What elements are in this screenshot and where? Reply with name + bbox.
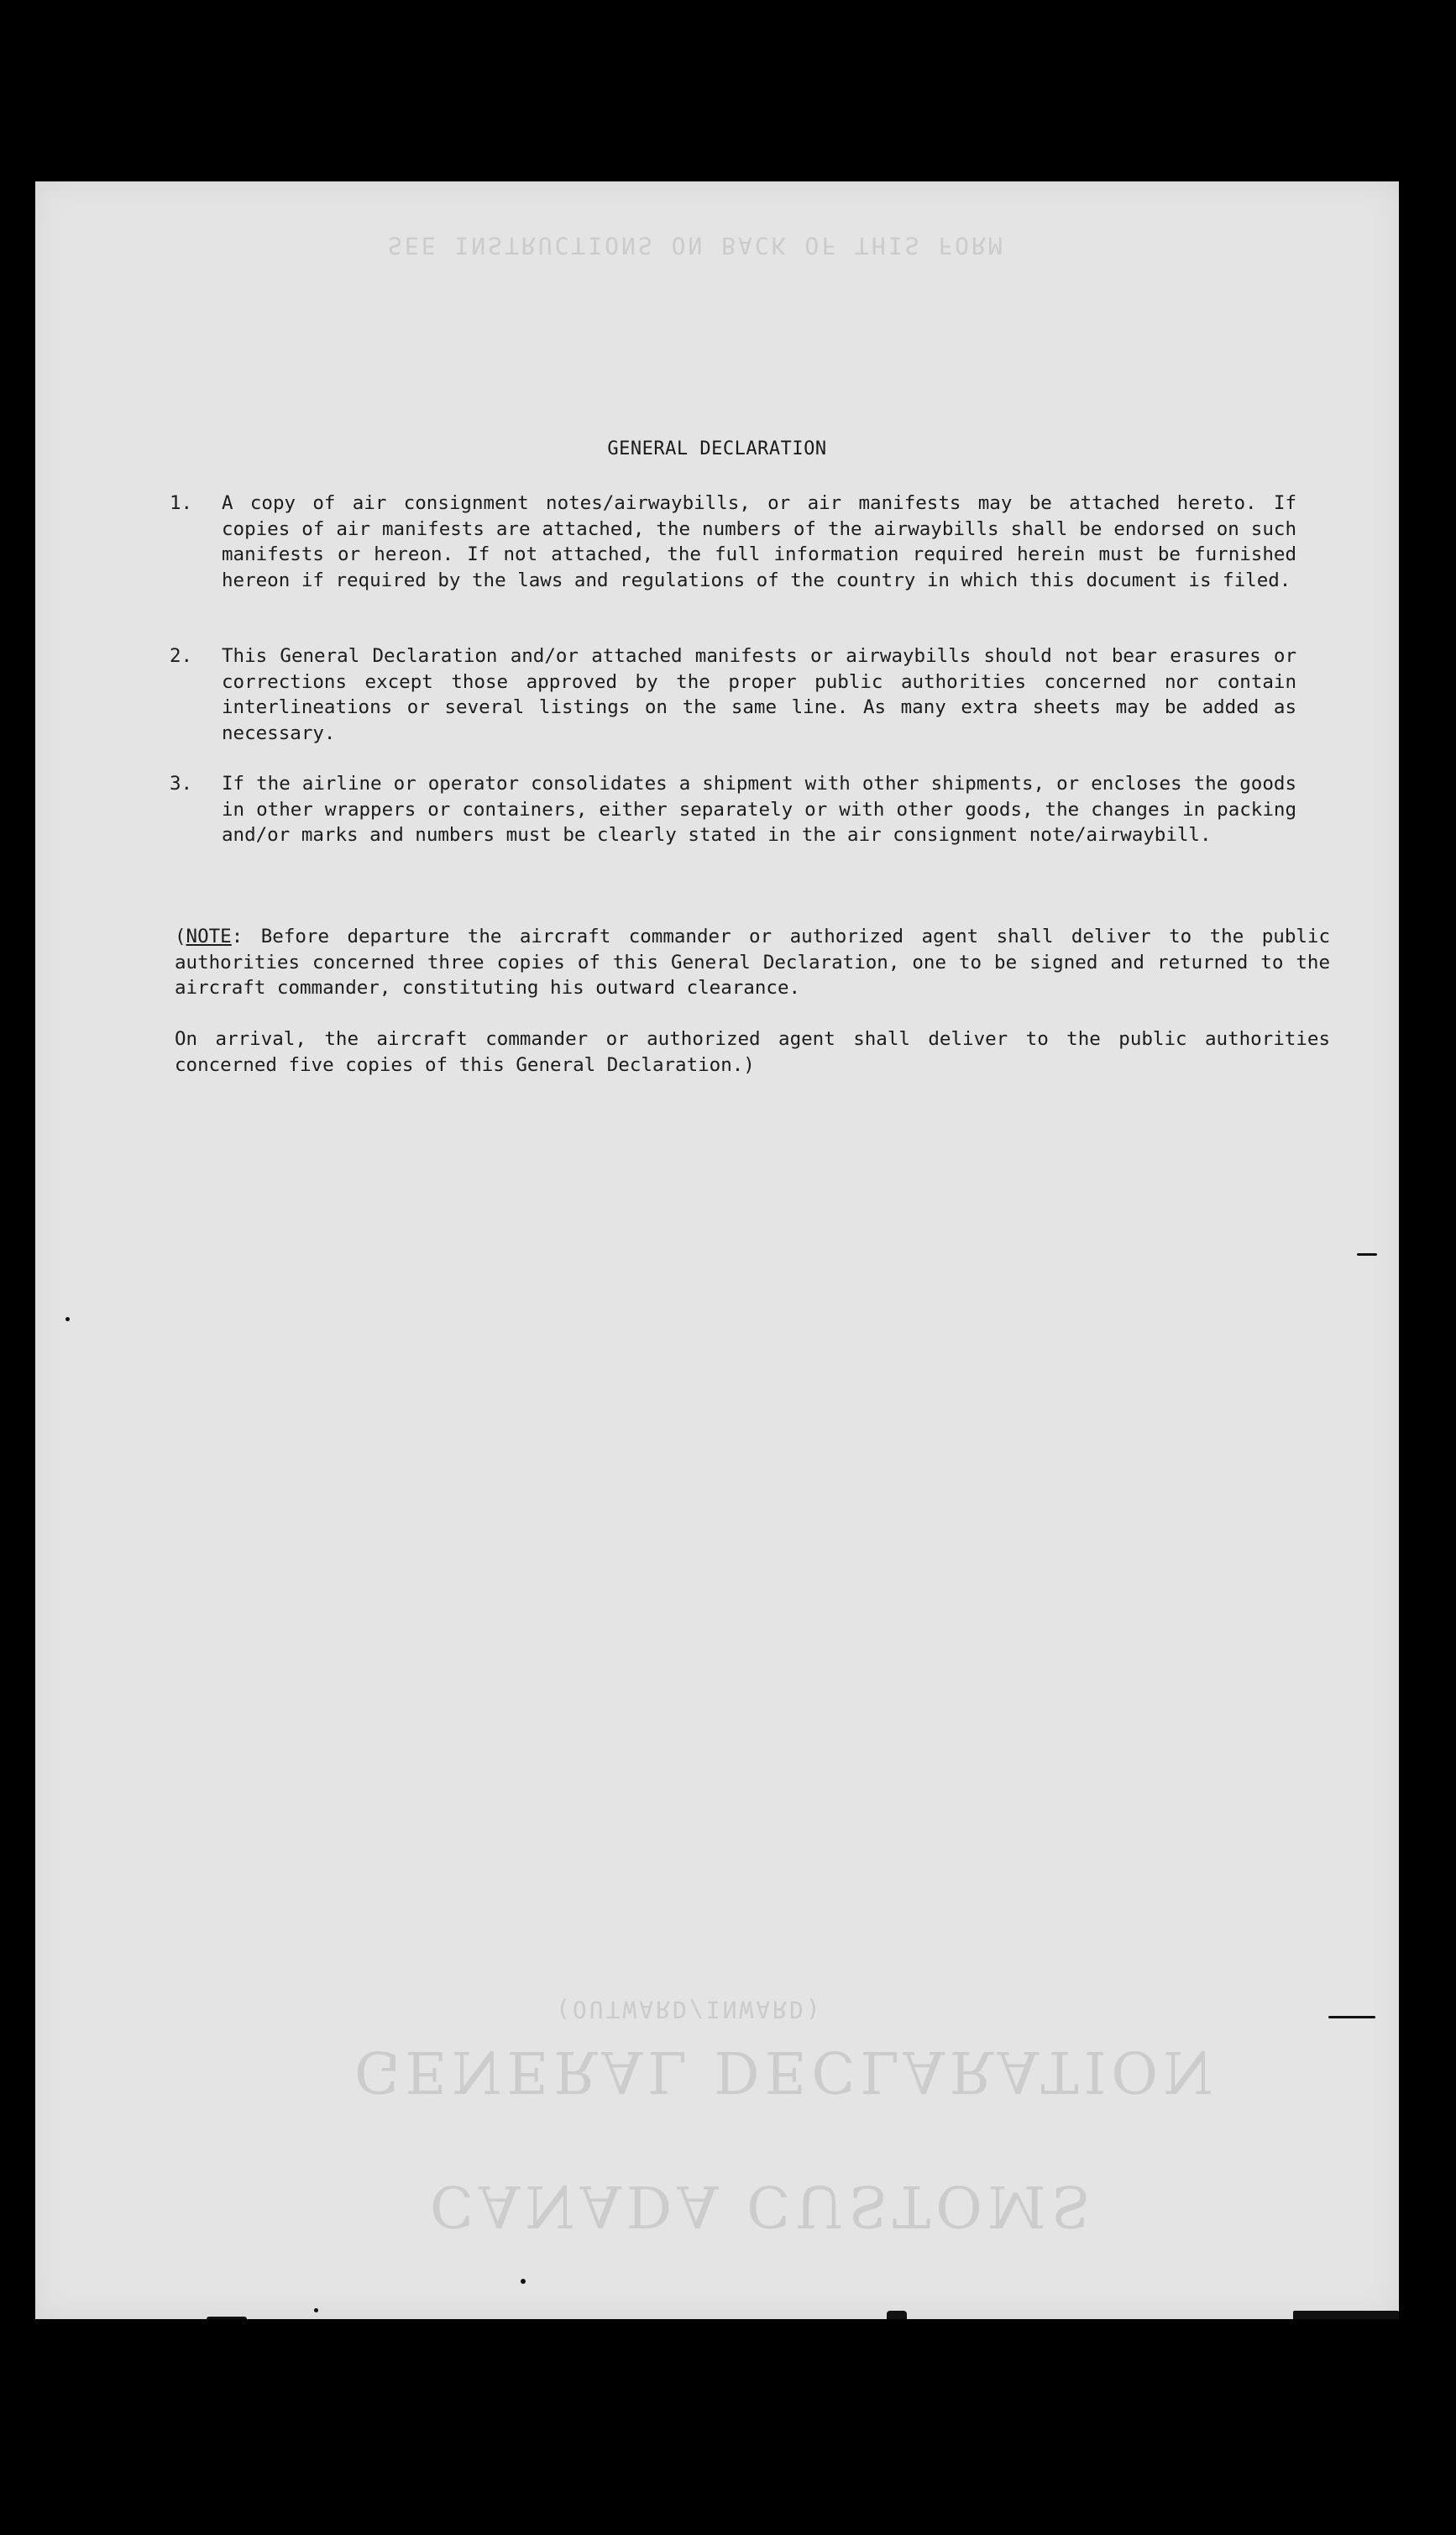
bleed-through-subtitle: (OUTWARD/INWARD) bbox=[556, 1996, 823, 2023]
item-text: If the airline or operator consolidates a shipment with other shipments, or encloses the goods in other wrappers or containers, either separately or with other goods, the changes in packing and/or marks and numbers must be clearly stated in the air consignment note/airwaybill. bbox=[222, 773, 1296, 846]
scan-speck bbox=[521, 2279, 526, 2284]
item-text: This General Declaration and/or attached manifests or airwaybills should not bear erasures or corrections except those approved by the proper public authorities concerned nor contain interlineations or several listings on the same line. As many extra sheets may be added as necessary. bbox=[222, 645, 1296, 744]
bleed-through-top-line: SEE INSTRUCTIONS ON BACK OF THIS FORM bbox=[388, 232, 1005, 260]
departure-note bbox=[175, 924, 1330, 1001]
item-number: 1. bbox=[170, 492, 193, 514]
instruction-item-2 bbox=[170, 643, 1337, 753]
scan-speck bbox=[887, 2311, 907, 2319]
scan-speck bbox=[65, 1317, 70, 1321]
arrival-note: On arrival, the aircraft commander or authorized agent shall deliver to the public authorities concerned five copies of this General Declaration.) bbox=[175, 1028, 1330, 1076]
bleed-through-form-title: GENERAL DECLARATION bbox=[354, 2038, 1218, 2104]
scan-speck bbox=[1357, 1253, 1377, 1256]
scan-speck bbox=[207, 2317, 247, 2319]
page-title: GENERAL DECLARATION bbox=[607, 438, 827, 459]
bleed-through-header: CANADA CUSTOMS bbox=[430, 2172, 1096, 2238]
item-number: 2. bbox=[170, 645, 193, 667]
instruction-item-3 bbox=[170, 771, 1337, 880]
scan-speck bbox=[1293, 2311, 1399, 2319]
document-page bbox=[35, 181, 1399, 2319]
item-text: A copy of air consignment notes/airwaybills, or air manifests may be attached hereto. If copies of air manifests are attached, the numbers of the airwaybills shall be endorsed on such manifests or hereon. If not attached, the full information required herein must be furnished hereon if required by the laws and regulations of the country in which this document is filed. bbox=[222, 492, 1296, 591]
note-open-paren: ( bbox=[175, 926, 186, 947]
scan-speck bbox=[314, 2308, 318, 2312]
item-number: 3. bbox=[170, 773, 193, 795]
instruction-item-1 bbox=[170, 491, 1337, 600]
scan-speck bbox=[1328, 2016, 1375, 2018]
note-label: NOTE bbox=[186, 926, 232, 947]
note-text: : Before departure the aircraft commander or authorized agent shall deliver to the public authorities concerned three copies of this General Declaration, one to be signed and returned to the aircraft commander, constituting his outward clearance. bbox=[175, 926, 1330, 999]
